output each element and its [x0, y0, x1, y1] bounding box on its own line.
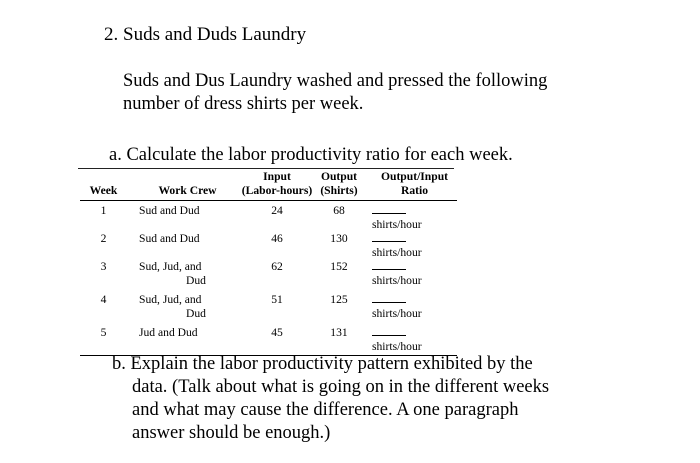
header-input: Input: [263, 170, 291, 183]
table-row: [80, 288, 457, 321]
crew-cell: Sud and Dud: [139, 204, 200, 217]
header-output: Output: [320, 170, 358, 183]
question-b-line-4: answer should be enough.): [132, 423, 331, 443]
output-cell: 130: [330, 232, 348, 245]
table-row: [80, 201, 457, 233]
input-cell: 51: [271, 293, 283, 306]
table-row: [80, 260, 457, 288]
header-ratio-label: Ratio: [360, 184, 457, 201]
ratio-cell: shirts/hour: [360, 260, 457, 288]
week-cell: 5: [80, 321, 127, 356]
week-cell: 4: [100, 293, 107, 306]
ratio-cell: shirts/hour: [360, 321, 457, 356]
problem-title: 2. Suds and Duds Laundry: [104, 24, 307, 45]
input-cell: 62: [271, 260, 283, 273]
productivity-table: [80, 170, 457, 356]
answer-blank[interactable]: [372, 326, 406, 336]
input-cell: 46: [271, 232, 283, 245]
question-b-line-3: and what may cause the difference. A one paragraph: [132, 400, 519, 420]
question-b-line-1: b. Explain the labor productivity pattern exhibited by the: [112, 354, 533, 374]
header-divider: [78, 168, 454, 169]
table-row: [80, 232, 457, 260]
ratio-cell: shirts/hour: [360, 288, 457, 321]
intro-text-line-1: Suds and Dus Laundry washed and pressed the following: [123, 71, 548, 91]
header-work-crew: Work Crew: [127, 184, 236, 201]
intro-text-line-2: number of dress shirts per week.: [123, 94, 364, 114]
output-cell: 68: [333, 204, 345, 217]
answer-blank[interactable]: [372, 204, 406, 214]
input-cell: 24: [271, 204, 283, 217]
week-cell: 2: [100, 232, 107, 245]
header-shirts: (Shirts): [318, 184, 360, 201]
crew-cell: Sud, Jud, and Dud: [139, 260, 206, 287]
question-b-line-2: data. (Talk about what is going on in the different weeks: [132, 377, 550, 397]
output-cell: 131: [318, 321, 360, 356]
ratio-cell: shirts/hour: [360, 232, 457, 260]
table-row: [80, 321, 457, 356]
header-labor-hours: (Labor-hours): [236, 184, 318, 201]
ratio-cell: shirts/hour: [360, 201, 457, 233]
week-cell: 1: [100, 204, 107, 217]
question-a: a. Calculate the labor productivity ratio for each week.: [109, 145, 513, 165]
header-ratio: Output/Input: [380, 170, 449, 183]
output-cell: 125: [330, 293, 348, 306]
header-week: Week: [80, 184, 127, 201]
week-cell: 3: [100, 260, 107, 273]
answer-blank[interactable]: [372, 260, 406, 270]
answer-blank[interactable]: [372, 293, 406, 303]
output-cell: 152: [330, 260, 348, 273]
answer-blank[interactable]: [372, 232, 406, 242]
input-cell: 45: [236, 321, 318, 356]
crew-cell: Sud, Jud, and Dud: [139, 293, 206, 320]
crew-cell: Sud and Dud: [139, 232, 200, 245]
crew-cell: Jud and Dud: [127, 321, 236, 356]
